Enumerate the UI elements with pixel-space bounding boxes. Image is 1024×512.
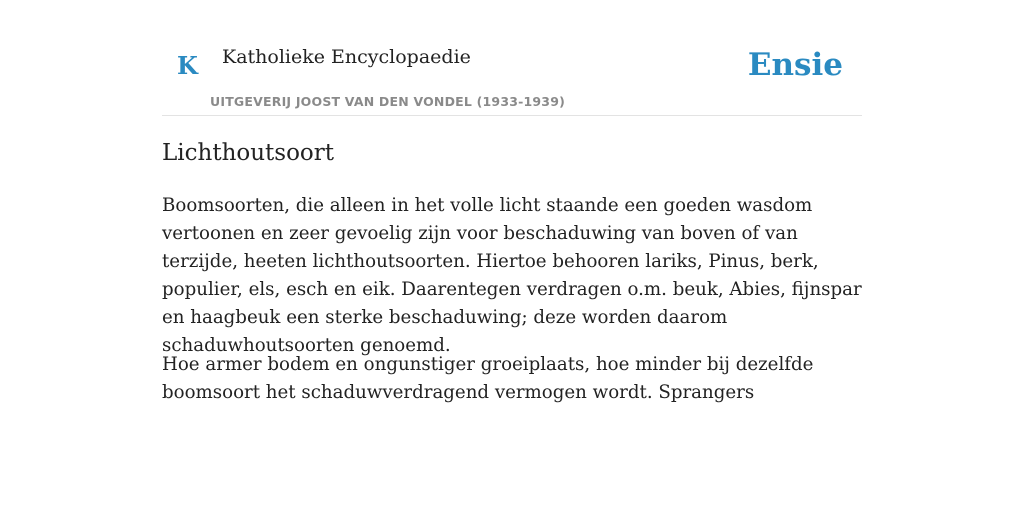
encyclopedia-title[interactable]: Katholieke Encyclopaedie xyxy=(222,46,471,68)
page xyxy=(162,0,862,403)
article-paragraph: Boomsoorten, die alleen in het volle licht staande een goeden wasdom vertoonen en zeer gevoelig zijn voor beschaduwing van boven of van terzijde, heeten lichthoutsoorten. Hiertoe behooren lariks, Pinus, berk, populier, els, esch en eik. Daarentegen verdragen o.m. beuk, Abies, fijnspar en haagbeuk een sterke beschaduwing; deze worden daarom schaduwhoutsoorten genoemd. xyxy=(162,195,862,356)
article-paragraph: Hoe armer bodem en ongunstiger groeiplaats, hoe minder bij dezelfde boomsoort het schaduwverdragend vermogen wordt. Sprangers xyxy=(162,354,814,403)
article-title: Lichthoutsoort xyxy=(162,140,335,166)
encyclopedia-header xyxy=(162,0,862,116)
encyclopedia-logo-link[interactable]: K xyxy=(177,51,198,80)
publisher-subtitle: UITGEVERIJ JOOST VAN DEN VONDEL (1933-1939) xyxy=(210,94,566,109)
ensie-brand-link[interactable]: Ensie xyxy=(747,47,843,83)
